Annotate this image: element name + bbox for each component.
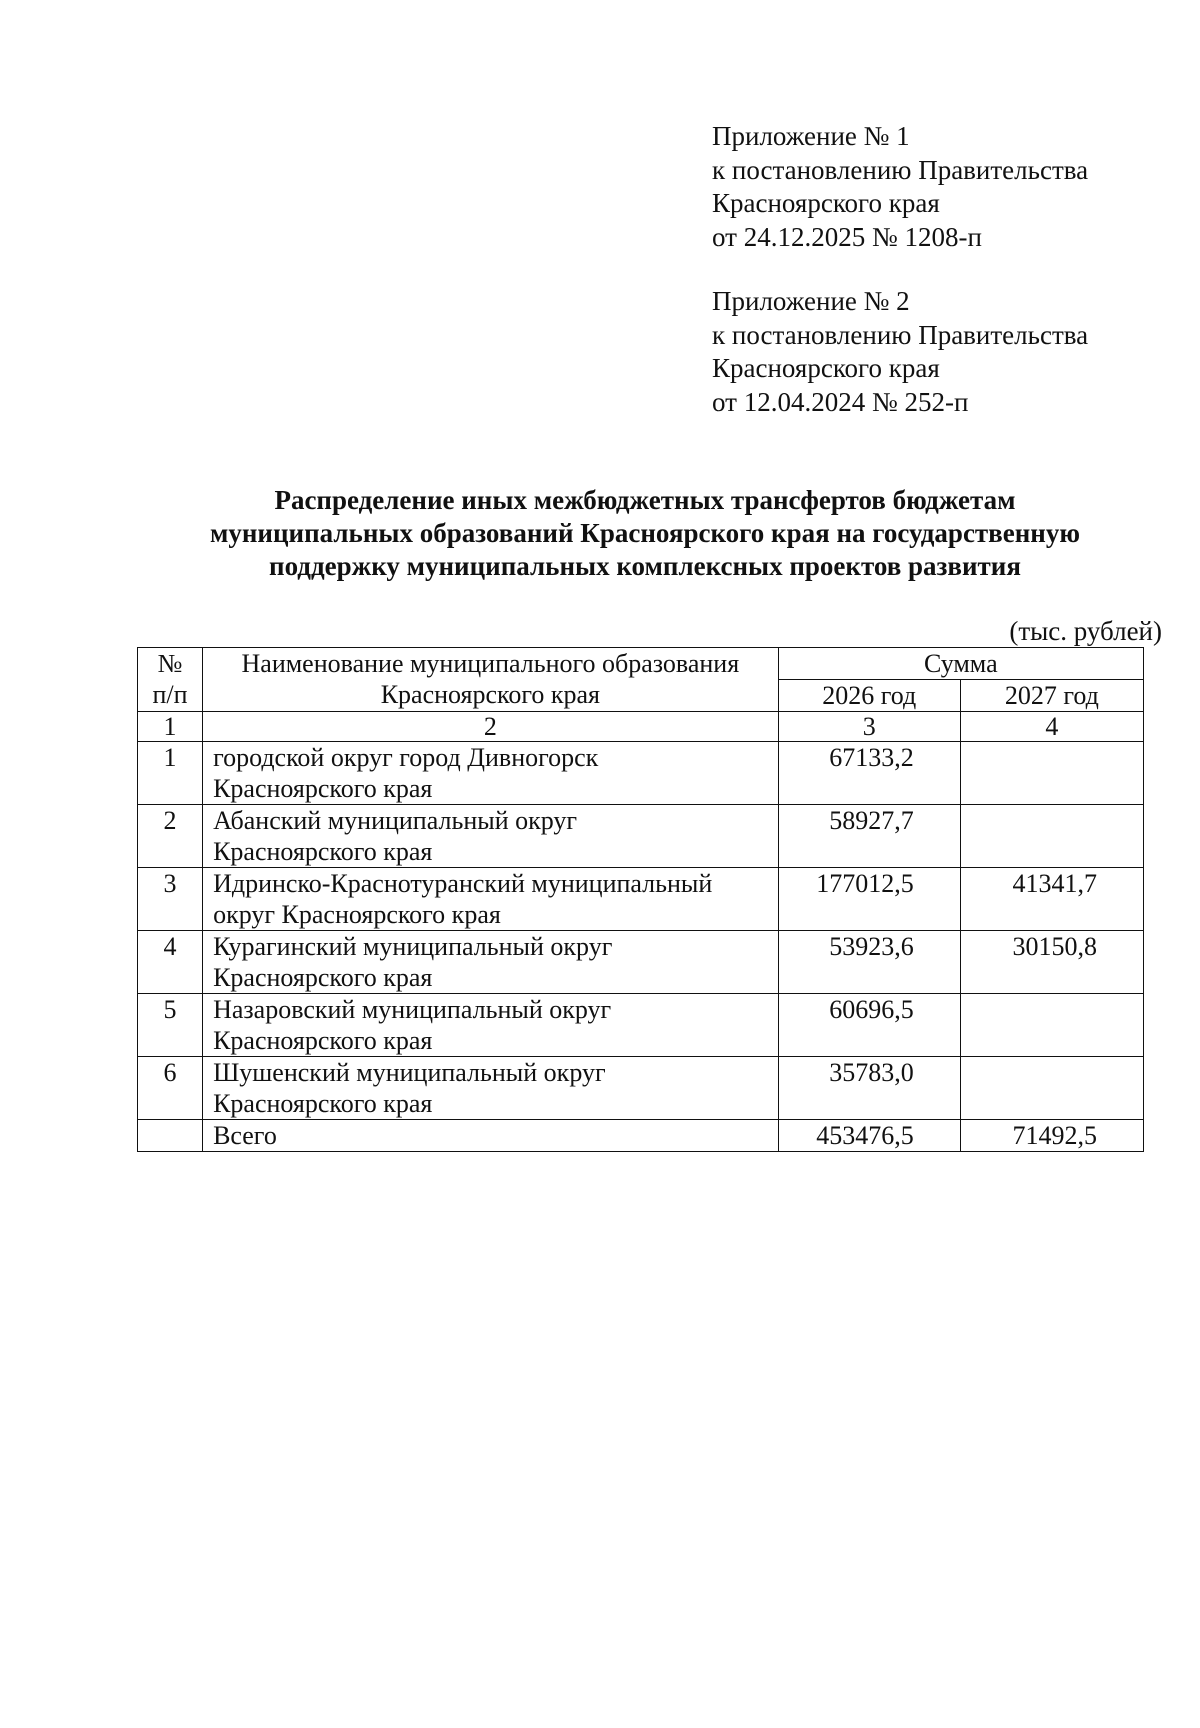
appendix-2-line-4: от 12.04.2024 № 252-п [712,386,969,417]
row-amount-2026: 177012,5 [778,868,960,931]
units-label: (тыс. рублей) [1009,616,1162,646]
row-name-line-1: Абанский муниципальный округ [213,806,578,835]
header-name-line-1: Наименование муниципального образования [241,649,740,678]
appendix-1-line-4: от 24.12.2025 № 1208-п [712,221,982,252]
row-amount-2027 [960,1057,1143,1120]
row-number: 6 [138,1057,203,1120]
row-amount-2027: 30150,8 [960,931,1143,994]
row-amount-2026: 35783,0 [778,1057,960,1120]
row-number: 1 [138,742,203,805]
table-row [138,931,1144,994]
appendix-1-line-3: Красноярского края [712,188,940,218]
row-name-line-2: Красноярского края [213,774,433,803]
header-num-line-2: п/п [152,680,188,709]
row-name [203,742,779,805]
header-name-line-2: Красноярского края [380,680,600,709]
column-number: 4 [960,712,1143,742]
row-amount-2027 [960,994,1143,1057]
total-num-cell [138,1120,203,1152]
table-row [138,994,1144,1057]
header-year-2026: 2026 год [778,680,960,712]
row-amount-2027 [960,805,1143,868]
row-name [203,994,779,1057]
title-line-3: поддержку муниципальных комплексных проектов развития [269,551,1021,581]
appendix-2-block [712,285,1152,419]
row-number: 3 [138,868,203,931]
row-name [203,931,779,994]
appendix-2-line-2: к постановлению Правительства [712,319,1089,350]
title-line-2: муниципальных образований Красноярского края на государственную [209,518,1080,548]
distribution-table [137,647,1144,1152]
row-name [203,1057,779,1120]
row-number: 5 [138,994,203,1057]
row-name [203,868,779,931]
row-name-line-1: Шушенский муниципальный округ [213,1058,606,1087]
row-amount-2027 [960,742,1143,805]
total-amount-2026: 453476,5 [778,1120,960,1152]
header-name-cell [203,648,779,712]
appendix-1-line-2: к постановлению Правительства [712,154,1089,185]
total-row [138,1120,1144,1152]
row-name-line-2: Красноярского края [213,837,433,866]
row-name-line-2: Красноярского края [213,1026,433,1055]
column-number: 3 [778,712,960,742]
table-header-row [138,648,1144,680]
row-name-line-1: Курагинский муниципальный округ [213,932,613,961]
row-amount-2026: 53923,6 [778,931,960,994]
table-row [138,1057,1144,1120]
row-name-line-1: городской округ город Дивногорск [213,743,599,772]
row-number: 2 [138,805,203,868]
row-name-line-2: округ Красноярского края [213,900,501,929]
title-line-1: Распределение иных межбюджетных трансфертов бюджетам [274,485,1016,515]
row-name-line-2: Красноярского края [213,1089,433,1118]
table-row [138,805,1144,868]
total-label: Всего [203,1120,779,1152]
table-row [138,868,1144,931]
header-year-2027: 2027 год [960,680,1143,712]
row-name [203,805,779,868]
header-num-cell [138,648,203,712]
row-amount-2027: 41341,7 [960,868,1143,931]
appendix-2-line-1: Приложение № 2 [712,286,910,316]
row-name-line-1: Идринско-Краснотуранский муниципальный [213,869,713,898]
column-numbers-row [138,712,1144,742]
document-title [120,484,1170,583]
row-name-line-2: Красноярского края [213,963,433,992]
total-amount-2027: 71492,5 [960,1120,1143,1152]
row-number: 4 [138,931,203,994]
appendix-1-line-1: Приложение № 1 [712,121,910,151]
appendix-1-block [712,120,1152,254]
header-num-line-1: № [157,649,183,678]
header-sum-cell: Сумма [778,648,1143,680]
row-name-line-1: Назаровский муниципальный округ [213,995,612,1024]
row-amount-2026: 67133,2 [778,742,960,805]
column-number: 1 [138,712,203,742]
row-amount-2026: 58927,7 [778,805,960,868]
appendix-2-line-3: Красноярского края [712,353,940,383]
column-number: 2 [203,712,779,742]
row-amount-2026: 60696,5 [778,994,960,1057]
table-row [138,742,1144,805]
